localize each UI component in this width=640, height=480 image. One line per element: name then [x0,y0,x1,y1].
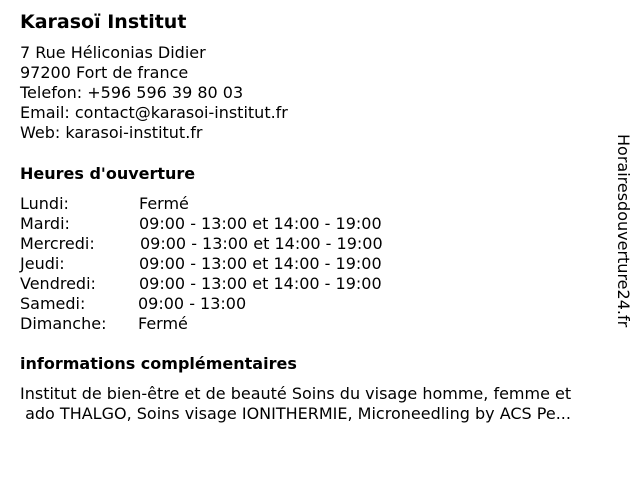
day-label: Samedi: [20,294,86,313]
day-hours: Fermé [139,194,189,213]
street-address: 7 Rue Héliconias Didier [20,43,206,62]
day-hours: 09:00 - 13:00 et 14:00 - 19:00 [139,254,382,273]
site-watermark: Horairesdouverture24.fr [614,134,633,328]
day-label: Mercredi: [20,234,95,253]
day-label: Dimanche: [20,314,107,333]
business-name: Karasoï Institut [20,11,187,33]
day-label: Vendredi: [20,274,96,293]
day-hours: Fermé [138,314,188,333]
day-label: Mardi: [20,214,70,233]
day-label: Lundi: [20,194,69,213]
info-description [20,384,632,424]
city: 97200 Fort de france [20,63,189,82]
contact-block [20,43,288,143]
phone-number: Telefon: +596 596 39 80 03 [20,83,244,102]
info-heading: informations complémentaires [20,354,297,373]
day-label: Jeudi: [20,254,65,273]
day-hours: 09:00 - 13:00 et 14:00 - 19:00 [139,214,382,233]
info-line: ado THALGO, Soins visage IONITHERMIE, Microneedling by ACS Pe... [20,404,571,423]
day-hours: 09:00 - 13:00 et 14:00 - 19:00 [140,234,383,253]
website: Web: karasoi-institut.fr [20,123,203,142]
hours-heading: Heures d'ouverture [20,164,196,183]
email-address: Email: contact@karasoi-institut.fr [20,103,288,122]
day-hours: 09:00 - 13:00 [138,294,247,313]
day-hours: 09:00 - 13:00 et 14:00 - 19:00 [139,274,382,293]
info-line: Institut de bien-être et de beauté Soins du visage homme, femme et [20,384,572,403]
